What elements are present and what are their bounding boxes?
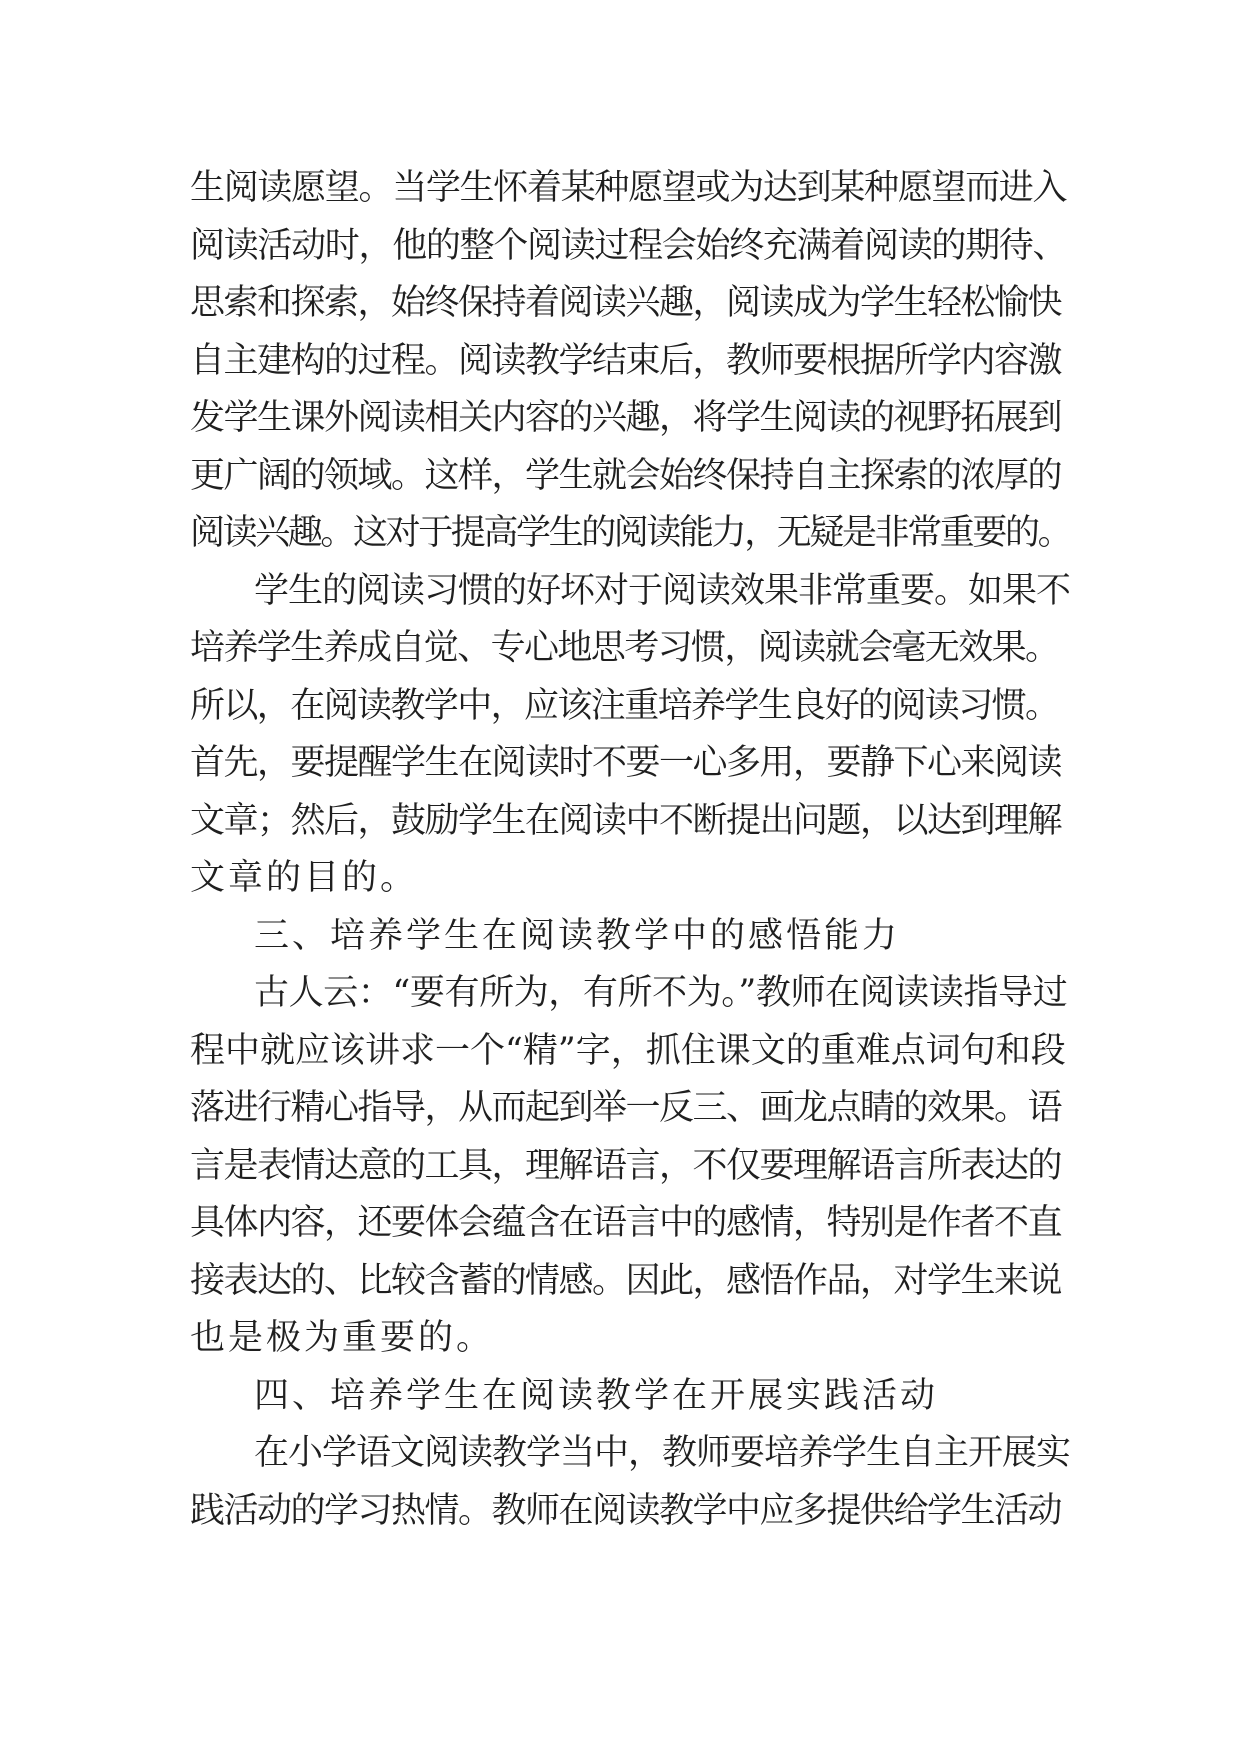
text-line: 程中就应该讲求一个“精”字，抓住课文的重难点词句和段 [190, 1030, 1066, 1071]
text-line: 践活动的学习热情。教师在阅读教学中应多提供给学生活动 [190, 1490, 1062, 1531]
text-line: 生阅读愿望。当学生怀着某种愿望或为达到某种愿望而进入 [190, 168, 1067, 208]
text-line: 首先，要提醒学生在阅读时不要一心多用，要静下心来阅读 [190, 743, 1062, 783]
text-line: 文章的目的。 [190, 858, 419, 898]
text-line: 学生的阅读习惯的好坏对于阅读效果非常重要。如果不 [254, 570, 1071, 611]
text-line: 所以，在阅读教学中，应该注重培养学生良好的阅读习惯。 [190, 685, 1059, 726]
text-line: 阅读活动时，他的整个阅读过程会始终充满着阅读的期待、 [190, 225, 1067, 266]
text-line: 文章；然后，鼓励学生在阅读中不断提出问题，以达到理解 [190, 800, 1062, 841]
text-line: 四、培养学生在阅读教学在开展实践活动 [254, 1375, 939, 1416]
document-body [190, 160, 1070, 1540]
text-line: 三、培养学生在阅读教学中的感悟能力 [254, 915, 901, 956]
text-line: 阅读兴趣。这对于提高学生的阅读能力，无疑是非常重要的。 [190, 513, 1071, 553]
text-line: 也是极为重要的。 [190, 1318, 495, 1358]
text-line: 落进行精心指导，从而起到举一反三、画龙点睛的效果。语 [190, 1088, 1062, 1128]
text-line: 言是表情达意的工具，理解语言，不仅要理解语言所表达的 [190, 1145, 1062, 1186]
text-line: 发学生课外阅读相关内容的兴趣，将学生阅读的视野拓展到 [190, 398, 1062, 438]
text-line: 在小学语文阅读教学当中，教师要培养学生自主开展实 [254, 1433, 1071, 1473]
text-line: 思索和探索，始终保持着阅读兴趣，阅读成为学生轻松愉快 [190, 283, 1062, 323]
text-line: 更广阔的领域。这样，学生就会始终保持自主探索的浓厚的 [190, 455, 1062, 496]
text-line: 具体内容，还要体会蕴含在语言中的感情，特别是作者不直 [190, 1203, 1062, 1243]
text-line: 培养学生养成自觉、专心地思考习惯，阅读就会毫无效果。 [190, 628, 1059, 668]
text-line: 自主建构的过程。阅读教学结束后，教师要根据所学内容激 [190, 340, 1062, 381]
text-line: 古人云：“要有所为，有所不为。”教师在阅读读指导过 [254, 973, 1068, 1013]
text-line: 接表达的、比较含蓄的情感。因此，感悟作品，对学生来说 [190, 1260, 1062, 1301]
